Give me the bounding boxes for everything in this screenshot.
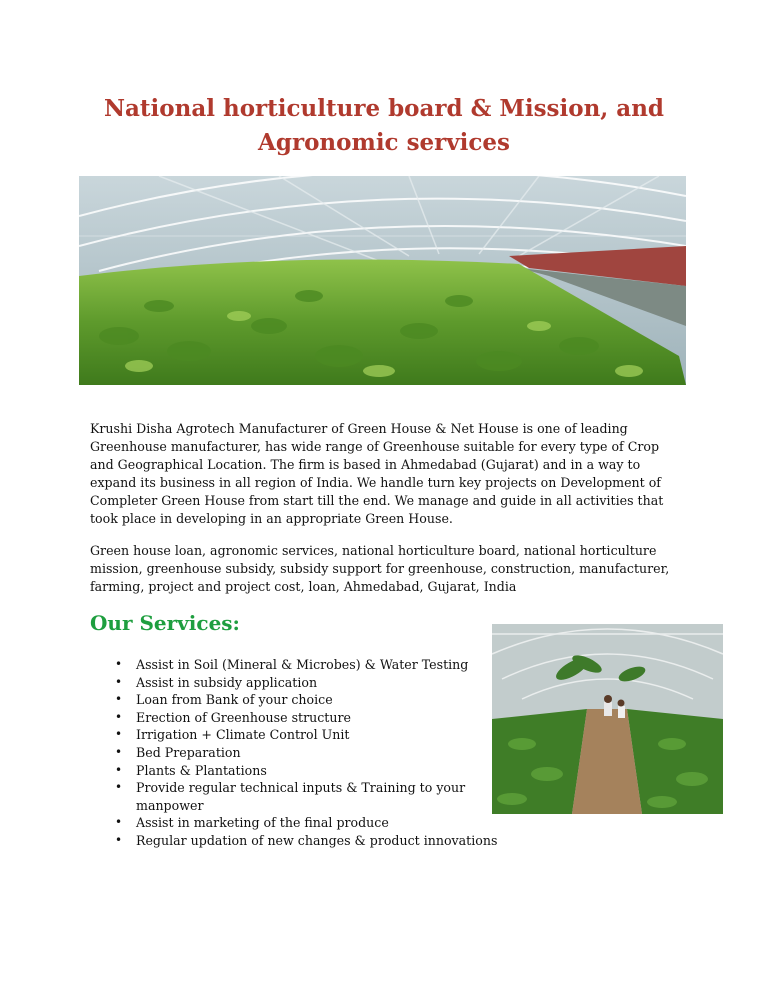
keywords-paragraph: Green house loan, agronomic services, national horticulture board, national horticulture mission, greenhouse subsidy, subsidy support for greenhouse, construction, manufacturer, farming, project and project cost, loan, Ahmedabad, Gujarat, India [90, 543, 670, 594]
list-item: • Irrigation + Climate Control Unit [90, 726, 510, 744]
services-heading: Our Services: [90, 611, 240, 635]
list-item: • Assist in subsidy application [90, 674, 510, 692]
list-item: • Erection of Greenhouse structure [90, 709, 510, 727]
list-item: • Assist in marketing of the final produce [90, 814, 510, 832]
list-item: • Loan from Bank of your choice [90, 691, 510, 709]
list-item: • Plants & Plantations [90, 762, 510, 780]
list-item: • Regular updation of new changes & product innovations [90, 832, 556, 850]
greenhouse-workers-photo [492, 624, 723, 814]
list-item: • Bed Preparation [90, 744, 510, 762]
greenhouse-photo [79, 176, 686, 385]
services-list [90, 656, 510, 850]
list-item: • Assist in Soil (Mineral & Microbes) & Water Testing [90, 656, 510, 674]
intro-paragraph: Krushi Disha Agrotech Manufacturer of Green House & Net House is one of leading Greenhouse manufacturer, has wide range of Greenhouse suitable for every type of Crop and Geographical Location. The firm is based in Ahmedabad (Gujarat) and in a way to expand its business in all region of India. We handle turn key projects on Development of Completer Green House from start till the end. We manage and guide in all activities that took place in developing in an appropriate Green House. [90, 421, 664, 526]
list-item: • Provide regular technical inputs & Training to your manpower [90, 779, 476, 814]
page-title: National horticulture board & Mission, and Agronomic services [103, 95, 665, 156]
